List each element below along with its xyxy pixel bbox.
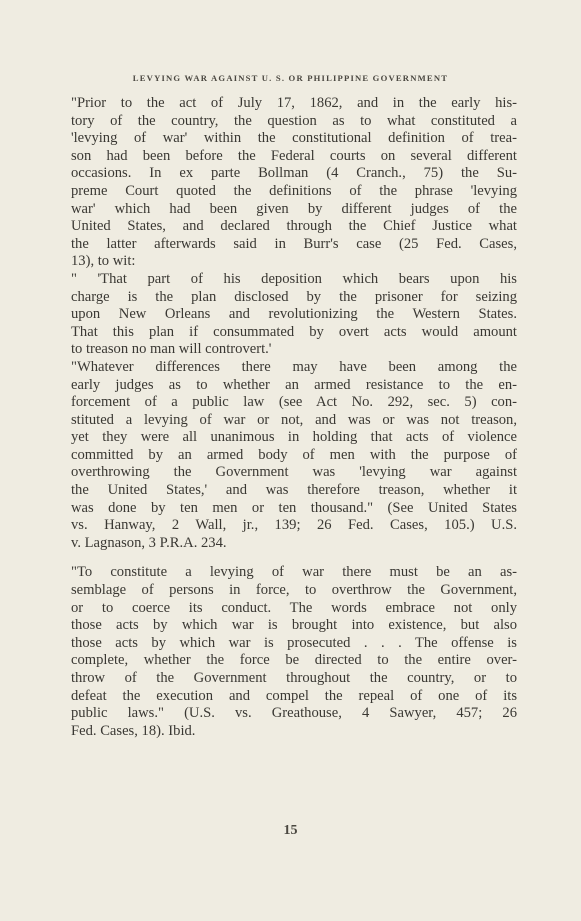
- text-line: yet they were all unanimous in holding that acts of violence: [71, 429, 517, 446]
- text-line: overthrowing the Government was 'levying war against: [71, 464, 517, 481]
- running-head: LEVYING WAR AGAINST U. S. OR PHILIPPINE GOVERNMENT: [132, 73, 449, 83]
- text-line: v. Lagnason, 3 P.R.A. 234.: [71, 534, 227, 551]
- text-line: the United States,' and was therefore treason, whether it: [71, 482, 517, 499]
- text-line: complete, whether the force be directed to the entire over-: [71, 652, 517, 669]
- text-line: war' which had been given by different judges of the: [71, 200, 517, 217]
- page-number: 15: [283, 823, 298, 838]
- text-line: 13), to wit:: [71, 253, 136, 270]
- text-line: vs. Hanway, 2 Wall, jr., 139; 26 Fed. Cases, 105.) U.S.: [71, 517, 517, 534]
- text-line: early judges as to whether an armed resistance to the en-: [71, 376, 517, 393]
- text-line: tory of the country, the question as to what constituted a: [71, 112, 517, 129]
- text-line: those acts by which war is brought into existence, but also: [71, 617, 517, 634]
- text-line: "To constitute a levying of war there must be an as-: [71, 564, 517, 581]
- text-line: "Whatever differences there may have been among the: [71, 358, 517, 375]
- text-line: the latter afterwards said in Burr's case (25 Fed. Cases,: [71, 235, 517, 252]
- paragraph: [49, 564, 517, 740]
- text-line: upon New Orleans and revolutionizing the Western States.: [71, 306, 517, 323]
- text-line: forcement of a public law (see Act No. 292, sec. 5) con-: [71, 394, 517, 411]
- text-line: That this plan if consummated by overt acts would amount: [71, 323, 517, 340]
- text-line: occasions. In ex parte Bollman (4 Cranch., 75) the Su-: [71, 165, 517, 182]
- text-line: or to coerce its conduct. The words embrace not only: [71, 599, 517, 616]
- paragraph: [49, 359, 517, 553]
- text-line: 'levying of war' within the constitutional definition of trea-: [71, 130, 517, 147]
- text-line: " 'That part of his deposition which bears upon his: [71, 270, 517, 287]
- text-line: preme Court quoted the definitions of the phrase 'levying: [71, 182, 517, 199]
- body-text: [49, 95, 517, 740]
- text-line: those acts by which war is prosecuted . . . The offense is: [71, 634, 517, 651]
- text-line: defeat the execution and compel the repeal of one of its: [71, 687, 517, 704]
- text-line: Fed. Cases, 18). Ibid.: [71, 722, 196, 739]
- paragraph: [49, 271, 517, 359]
- text-line: public laws." (U.S. vs. Greathouse, 4 Sawyer, 457; 26: [71, 705, 517, 722]
- text-line: son had been before the Federal courts on several different: [71, 147, 517, 164]
- text-line: United States, and declared through the Chief Justice what: [71, 218, 517, 235]
- paragraph: [49, 95, 517, 271]
- text-line: stituted a levying of war or not, and was or was not treason,: [71, 411, 517, 428]
- text-line: throw of the Government throughout the country, or to: [71, 670, 517, 686]
- text-line: committed by an armed body of men with the purpose of: [71, 446, 517, 463]
- text-line: "Prior to the act of July 17, 1862, and in the early his-: [71, 95, 517, 111]
- text-line: to treason no man will controvert.': [71, 341, 272, 358]
- text-line: semblage of persons in force, to overthrow the Government,: [71, 582, 517, 599]
- text-line: was done by ten men or ten thousand." (See United States: [71, 499, 517, 516]
- text-line: charge is the plan disclosed by the prisoner for seizing: [71, 288, 517, 305]
